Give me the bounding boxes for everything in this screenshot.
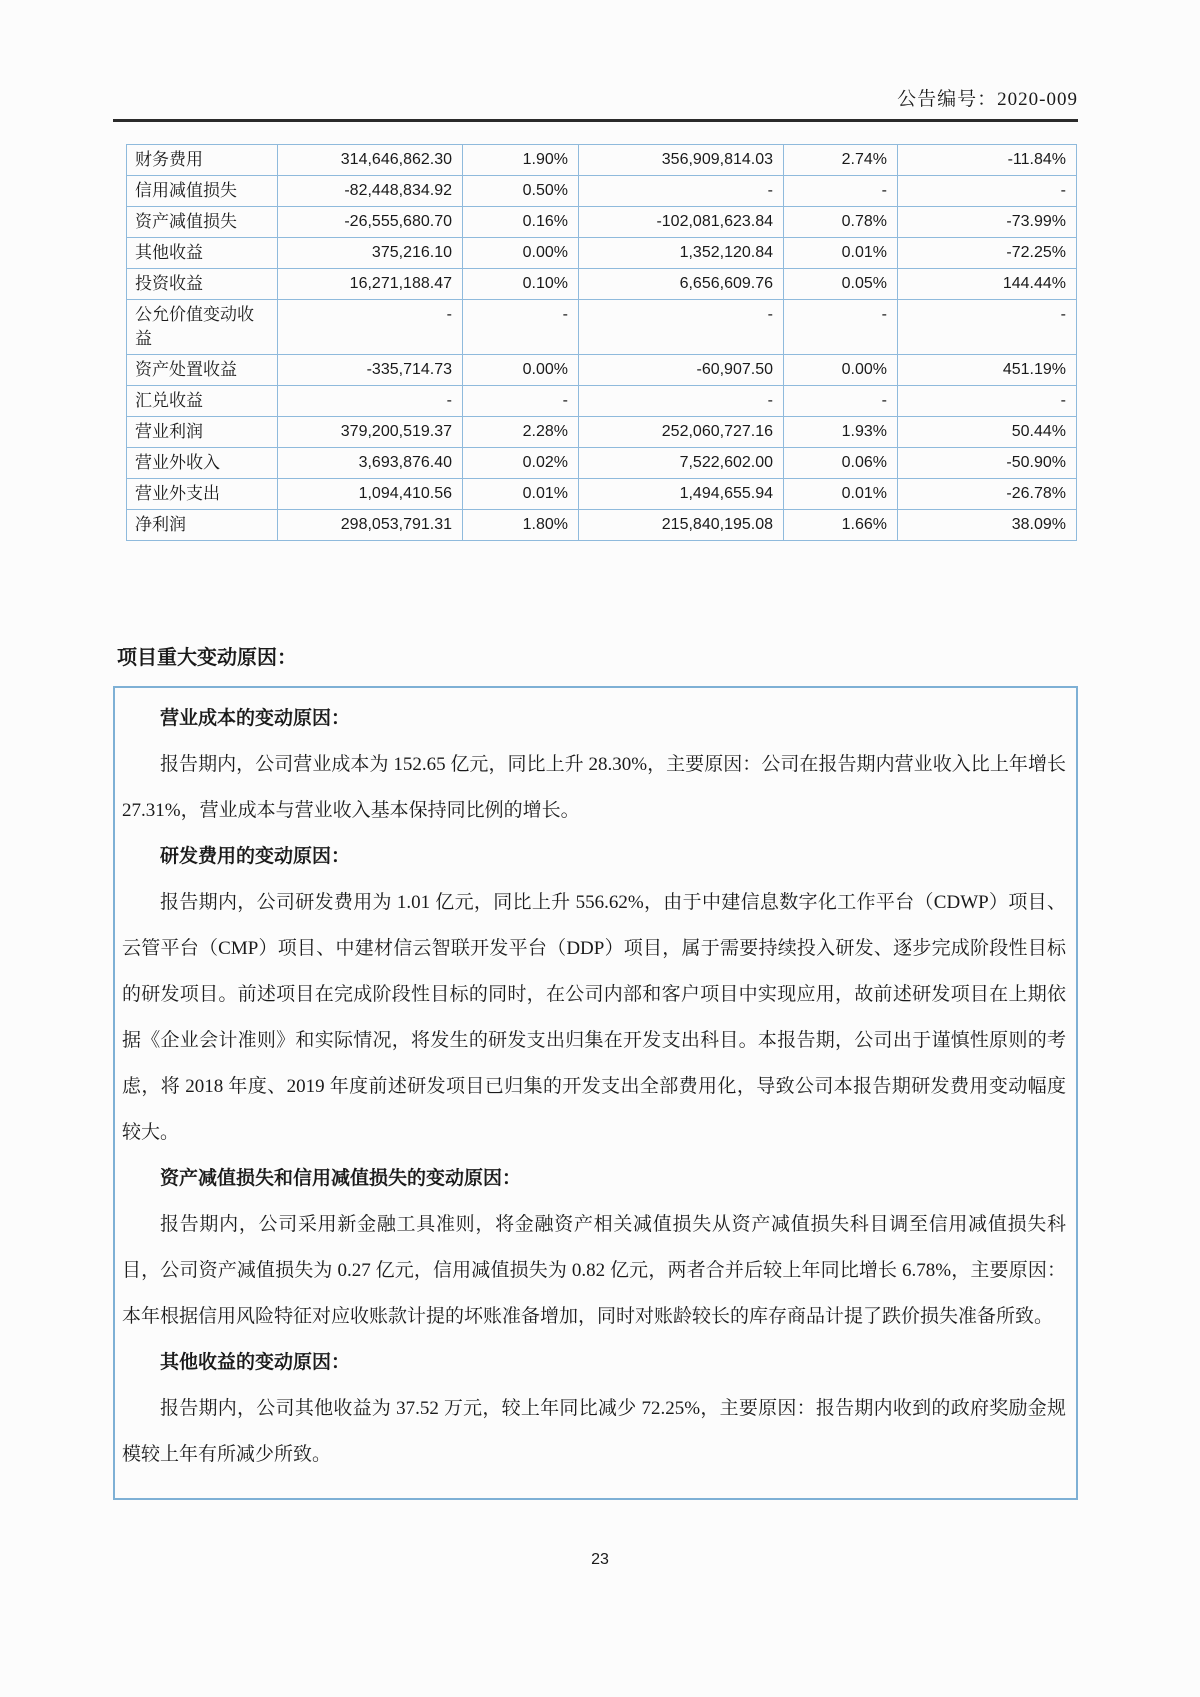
pct-change: -72.25% [898,238,1077,269]
amount-prior: 7,522,602.00 [579,448,784,479]
table-row [127,417,1077,448]
row-label: 投资收益 [127,269,278,300]
pct-change: 50.44% [898,417,1077,448]
pct-current: 0.16% [463,207,579,238]
amount-current: 375,216.10 [278,238,463,269]
reason-block [122,696,1066,834]
reason-block [122,1340,1066,1478]
pct-change: - [898,300,1077,355]
amount-prior: 1,494,655.94 [579,479,784,510]
row-label: 信用减值损失 [127,176,278,207]
pct-prior: - [784,300,898,355]
amount-prior: - [579,176,784,207]
amount-current: 379,200,519.37 [278,417,463,448]
reason-block [122,834,1066,1156]
pct-current: 0.00% [463,238,579,269]
table-row [127,355,1077,386]
pct-current: - [463,300,579,355]
table-row [127,479,1077,510]
amount-current: 3,693,876.40 [278,448,463,479]
amount-prior: 356,909,814.03 [579,145,784,176]
row-label: 其他收益 [127,238,278,269]
pct-prior: 0.00% [784,355,898,386]
pct-current: 1.90% [463,145,579,176]
pct-change: 451.19% [898,355,1077,386]
amount-prior: 215,840,195.08 [579,510,784,541]
pct-prior: 1.93% [784,417,898,448]
pct-prior: - [784,386,898,417]
pct-change: - [898,176,1077,207]
page-number: 23 [591,1551,609,1568]
pct-change: 144.44% [898,269,1077,300]
table-row [127,176,1077,207]
reason-heading: 研发费用的变动原因： [160,846,351,867]
page-content [113,0,1078,1500]
pct-change: -73.99% [898,207,1077,238]
amount-prior: - [579,300,784,355]
amount-prior: 6,656,609.76 [579,269,784,300]
reason-paragraph: 报告期内，公司研发费用为 1.01 亿元，同比上升 556.62%，由于中建信息数字化工作平台（CDWP）项目、云管平台（CMP）项目、中建材信云智联开发平台（DDP）项目，属于需要持续投入研发、逐步完成阶段性目标的研发项目。前述项目在完成阶段性目标的同时，在公司内部和客户项目中实现应用，故前述研发项目在上期依据《企业会计准则》和实际情况，将发生的研发支出归集在开发支出科目。本报告期，公司出于谨慎性原则的考虑，将 2018 年度、2019 年度前述研发项目已归集的开发支出全部费用化，导致公司本报告期研发费用变动幅度较大。 [122,892,1066,1143]
pct-change: - [898,386,1077,417]
table-row [127,510,1077,541]
reason-heading: 其他收益的变动原因： [160,1352,351,1373]
pct-prior: 1.66% [784,510,898,541]
pct-change: -50.90% [898,448,1077,479]
amount-prior: -60,907.50 [579,355,784,386]
amount-current: 16,271,188.47 [278,269,463,300]
pct-prior: 0.05% [784,269,898,300]
amount-current: - [278,386,463,417]
pct-current: 0.50% [463,176,579,207]
row-label: 财务费用 [127,145,278,176]
pct-prior: 0.06% [784,448,898,479]
table-row [127,269,1077,300]
pct-prior: 2.74% [784,145,898,176]
amount-current: - [278,300,463,355]
pct-prior: - [784,176,898,207]
amount-current: -82,448,834.92 [278,176,463,207]
row-label: 营业利润 [127,417,278,448]
reason-block [122,1156,1066,1340]
pct-current: 0.02% [463,448,579,479]
amount-current: -26,555,680.70 [278,207,463,238]
pct-current: 0.10% [463,269,579,300]
reason-paragraph: 报告期内，公司其他收益为 37.52 万元，较上年同比减少 72.25%，主要原因：报告期内收到的政府奖励金规模较上年有所减少所致。 [122,1398,1066,1465]
table-row [127,238,1077,269]
pct-change: -26.78% [898,479,1077,510]
reason-heading: 营业成本的变动原因： [160,708,351,729]
row-label: 汇兑收益 [127,386,278,417]
pct-current: 1.80% [463,510,579,541]
table-row [127,300,1077,355]
pct-change: 38.09% [898,510,1077,541]
reasons-box [113,686,1078,1500]
row-label: 营业外支出 [127,479,278,510]
table-row [127,207,1077,238]
section-title: 项目重大变动原因： [117,647,297,669]
amount-current: -335,714.73 [278,355,463,386]
table-row [127,386,1077,417]
header-divider [113,119,1078,122]
row-label: 公允价值变动收益 [127,300,278,355]
row-label: 资产减值损失 [127,207,278,238]
row-label: 资产处置收益 [127,355,278,386]
pct-current: 0.00% [463,355,579,386]
pct-prior: 0.01% [784,238,898,269]
pct-prior: 0.78% [784,207,898,238]
pct-current: - [463,386,579,417]
financial-items-table [126,144,1077,541]
announcement-number: 公告编号：2020-009 [897,89,1078,110]
pct-prior: 0.01% [784,479,898,510]
reason-paragraph: 报告期内，公司采用新金融工具准则，将金融资产相关减值损失从资产减值损失科目调至信用减值损失科目，公司资产减值损失为 0.27 亿元，信用减值损失为 0.82 亿元，两者合并后较上年同比增长 6.78%，主要原因：本年根据信用风险特征对应收账款计提的坏账准备增加，同时对账龄较长的库存商品计提了跌价损失准备所致。 [122,1214,1066,1327]
table-row [127,448,1077,479]
pct-current: 0.01% [463,479,579,510]
amount-prior: -102,081,623.84 [579,207,784,238]
row-label: 营业外收入 [127,448,278,479]
amount-prior: 1,352,120.84 [579,238,784,269]
table-row [127,145,1077,176]
reason-heading: 资产减值损失和信用减值损失的变动原因： [160,1168,522,1189]
row-label: 净利润 [127,510,278,541]
pct-current: 2.28% [463,417,579,448]
amount-prior: - [579,386,784,417]
reason-paragraph: 报告期内，公司营业成本为 152.65 亿元，同比上升 28.30%，主要原因：公司在报告期内营业收入比上年增长 27.31%，营业成本与营业收入基本保持同比例的增长。 [122,754,1066,821]
amount-prior: 252,060,727.16 [579,417,784,448]
amount-current: 1,094,410.56 [278,479,463,510]
amount-current: 314,646,862.30 [278,145,463,176]
pct-change: -11.84% [898,145,1077,176]
amount-current: 298,053,791.31 [278,510,463,541]
